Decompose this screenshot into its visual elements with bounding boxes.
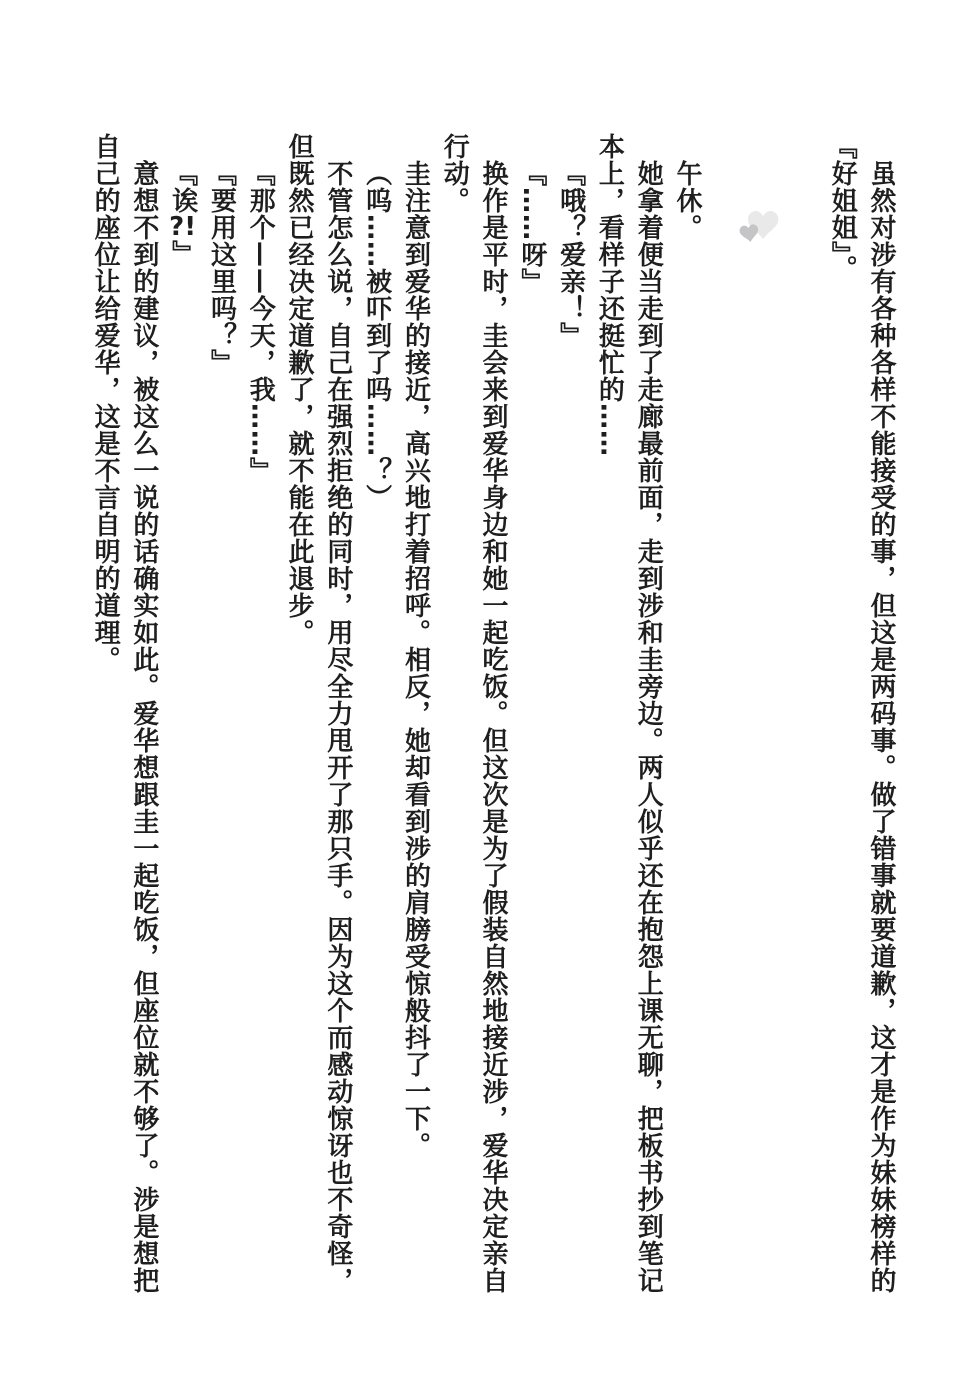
- paragraph: 『哦？爱亲！』: [555, 160, 586, 349]
- tate-chu-yoko: ?!: [169, 214, 197, 240]
- paragraph: 不管怎么说，自己在强烈拒绝的同时，用尽全力甩开了那只手。因为这个而感动惊讶也不奇怪，但既然已经决定道歉了，就不能在此退步。: [284, 133, 353, 1294]
- page-text: [85, 133, 900, 1294]
- paragraph: 『诶?!』: [167, 160, 198, 267]
- paragraph: 她拿着便当走到了走廊最前面，走到涉和圭旁边。两人似乎还在抱怨上课无聊，把板书抄到笔记本上，看样子还挺忙的……: [594, 133, 664, 1294]
- paragraph: 虽然对涉有各种各样不能接受的事，但这是两码事。做了错事就要道歉，这才是作为妹妹榜样的『好姐姐』。: [827, 133, 896, 1294]
- paragraph: 圭注意到爱华的接近，高兴地打着招呼。相反，她却看到涉的肩膀受惊般抖了一下。: [400, 160, 431, 1159]
- paragraph: 午休。: [672, 160, 703, 241]
- paragraph: 『要用这里吗？』: [206, 160, 237, 376]
- paragraph: 意想不到的建议，被这么一说的话确实如此。爱华想跟圭一起吃饭，但座位就不够了。涉是想把自己的座位让给爱华，这是不言自明的道理。: [90, 133, 159, 1294]
- paragraph: 『……呀』: [516, 160, 547, 295]
- paragraph: 换作是平时，圭会来到爱华身边和她一起吃饭。但这次是为了假装自然地接近涉，爱华决定亲自行动。: [439, 133, 509, 1294]
- paragraph: （呜……被吓到了吗……？）: [361, 160, 392, 511]
- paragraph: 『那个——今天，我……』: [245, 160, 276, 484]
- scene-break-line: [745, 133, 784, 1294]
